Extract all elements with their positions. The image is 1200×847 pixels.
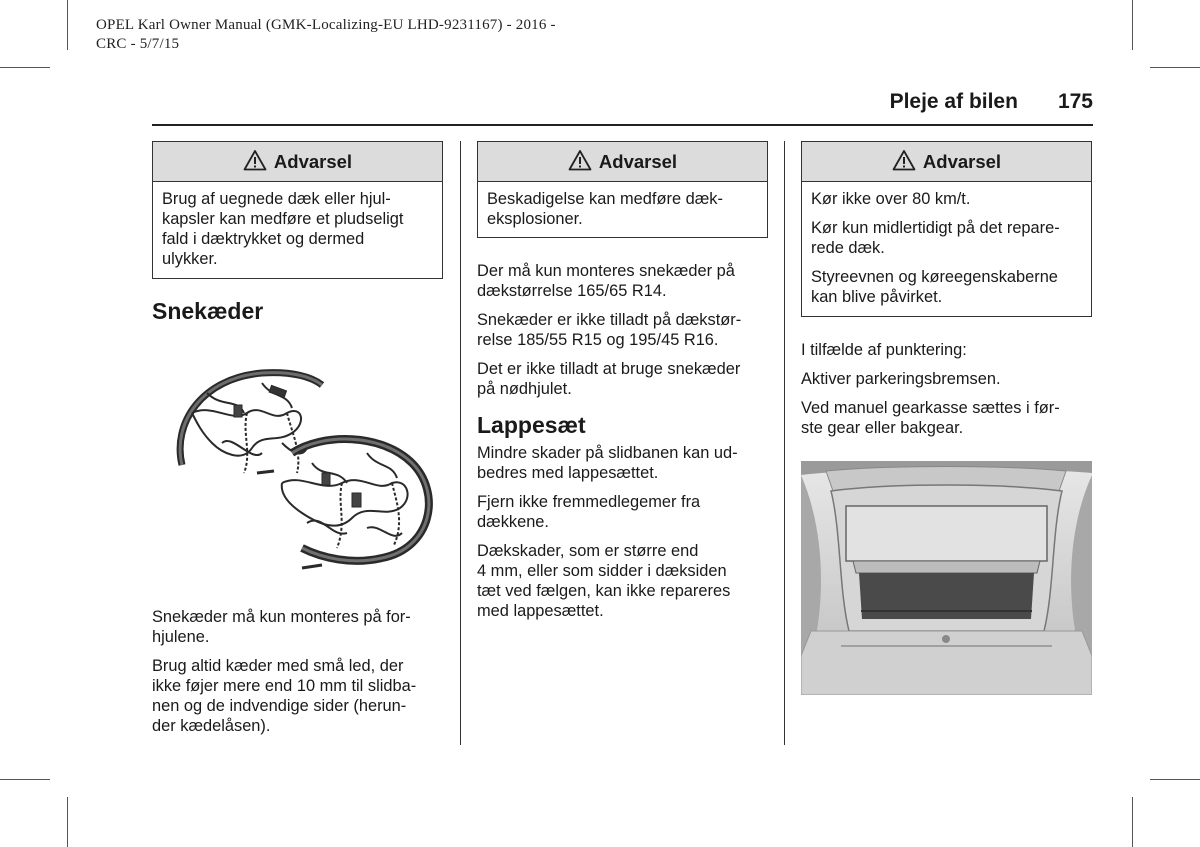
column-divider [460,141,461,745]
column-1 [152,141,443,745]
text-line: relse 185/55 R15 og 195/45 R16. [477,331,719,349]
paragraph [801,398,1092,438]
text-line: Styreevnen og køreegenskaberne [811,268,1058,286]
text-line: Snekæder må kun monteres på for- [152,608,411,626]
paragraph [477,541,768,621]
paragraph [811,267,1082,307]
text-line: Beskadigelse kan medføre dæk- [487,190,723,208]
text-line: Det er ikke tilladt at bruge snekæder [477,360,741,378]
paragraph [152,656,443,736]
document-meta [96,16,556,54]
section-title: Pleje af bilen [889,90,1018,113]
text-line: Mindre skader på slidbanen kan ud- [477,444,738,462]
column-divider [784,141,785,745]
warning-title: Advarsel [273,150,353,172]
column-3 [801,141,1092,695]
running-header [890,90,1093,114]
paragraph [477,359,768,399]
text-line: dækstørrelse 165/65 R14. [477,282,667,300]
crop-mark [0,67,50,68]
warning-title: Advarsel [922,150,1002,172]
warning-header [478,142,767,182]
header-rule [152,124,1093,126]
warning-box [477,141,768,238]
text-line: fald i dæktrykket og dermed [162,230,365,248]
text-line: med lappesættet. [477,602,604,620]
text-line: ulykker. [162,250,218,268]
crop-mark [0,779,50,780]
meta-line: CRC - 5/7/15 [96,36,180,52]
text-line: Kør kun midlertidigt på det repare- [811,219,1060,237]
crop-mark [1150,67,1200,68]
warning-header [802,142,1091,182]
warning-triangle-icon [243,149,267,175]
text-line: på nødhjulet. [477,380,572,398]
text-line: dækkene. [477,513,549,531]
section-heading: Snekæder [152,298,264,324]
text-line: I tilfælde af punktering: [801,341,967,359]
text-line: Dækskader, som er større end [477,542,699,560]
trunk-illustration [801,461,1092,695]
paragraph [477,261,768,301]
warning-header [153,142,442,182]
page-number: 175 [1057,90,1093,113]
crop-mark [1132,0,1133,50]
text-line: ste gear eller bakgear. [801,419,964,437]
warning-title: Advarsel [598,150,678,172]
text-line: rede dæk. [811,239,885,257]
text-line: Brug altid kæder med små led, der [152,657,404,675]
text-line: Brug af uegnede dæk eller hjul- [162,190,391,208]
warning-triangle-icon [892,149,916,175]
text-line: Ved manuel gearkasse sættes i før- [801,399,1060,417]
paragraph [801,340,1092,360]
crop-mark [67,0,68,50]
paragraph [811,218,1082,258]
text-line: Kør ikke over 80 km/t. [811,190,971,208]
text-line: kapsler kan medføre et pludseligt [162,210,404,228]
paragraph [811,189,1082,209]
paragraph [477,492,768,532]
text-line: bedres med lappesættet. [477,464,659,482]
warning-text [478,182,767,236]
paragraph [801,369,1092,389]
text-line: Snekæder er ikke tilladt på dækstør- [477,311,742,329]
warning-box [801,141,1092,317]
text-line: 4 mm, eller som sidder i dæksiden [477,562,727,580]
crop-mark [1150,779,1200,780]
warning-triangle-icon [568,149,592,175]
text-line: Der må kun monteres snekæder på [477,262,735,280]
warning-text [802,182,1091,314]
text-line: hjulene. [152,628,210,646]
text-line: tæt ved fælgen, kan ikke repareres [477,582,731,600]
text-line: kan blive påvirket. [811,288,943,306]
crop-mark [67,797,68,847]
meta-line: OPEL Karl Owner Manual (GMK-Localizing-EU LHD-9231167) - 2016 - [96,17,556,33]
text-line: eksplosioner. [487,210,583,228]
text-line: Aktiver parkeringsbremsen. [801,370,1001,388]
snow-chains-illustration [152,353,443,579]
text-line: Fjern ikke fremmedlegemer fra [477,493,701,511]
text-line: der kædelåsen). [152,717,271,735]
column-2 [477,141,768,630]
text-line: ikke føjer mere end 10 mm til slidba- [152,677,417,695]
paragraph [152,607,443,647]
warning-text [153,182,442,276]
crop-mark [1132,797,1133,847]
paragraph [477,310,768,350]
text-line: nen og de indvendige sider (herun- [152,697,407,715]
paragraph [477,443,768,483]
section-heading: Lappesæt [477,412,586,438]
warning-box [152,141,443,279]
